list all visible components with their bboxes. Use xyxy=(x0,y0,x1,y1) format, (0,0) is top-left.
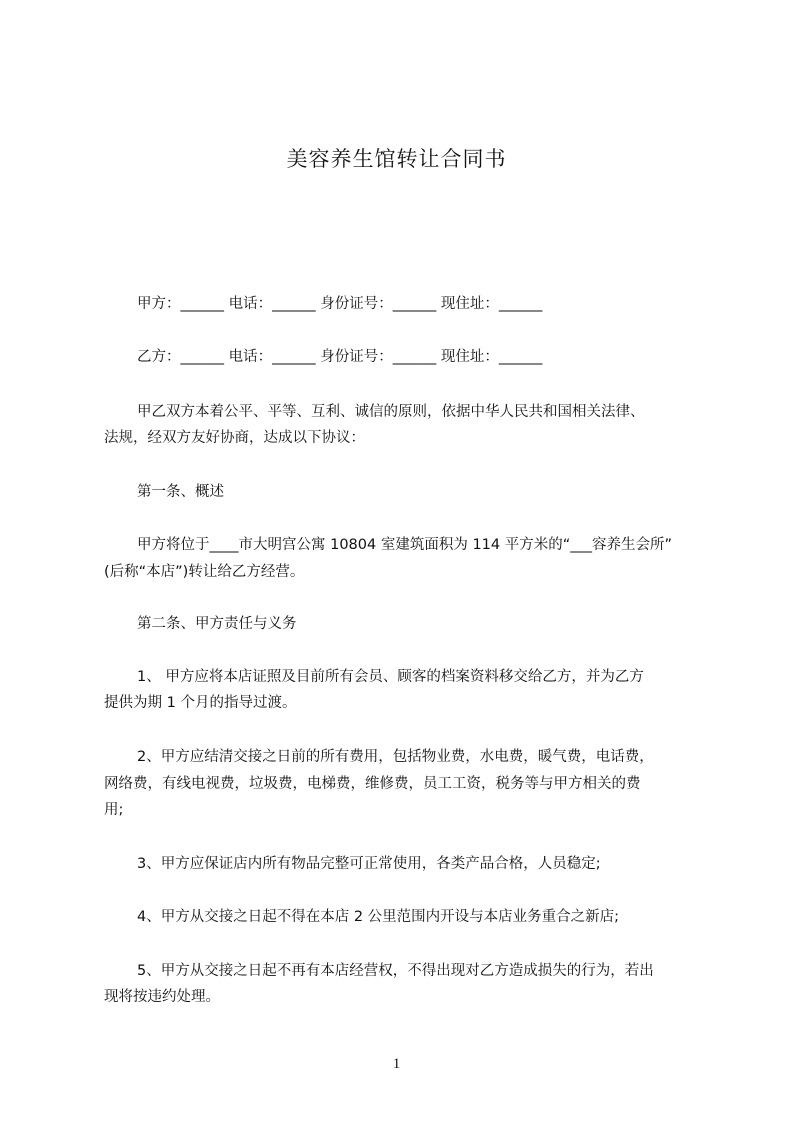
item4-line: 4、甲方从交接之日起不得在本店 2 公里范围内开设与本店业务重合之新店; xyxy=(137,909,620,925)
article2-heading: 第二条、甲方责任与义务 xyxy=(137,616,297,632)
document-title: 美容养生馆转让合同书 xyxy=(286,147,507,171)
item1-line-1: 1、 甲方应将本店证照及目前所有会员、顾客的档案资料移交给乙方，并为乙方 xyxy=(137,669,644,685)
intro-line-2: 法规，经双方友好协商，达成以下协议： xyxy=(104,430,365,446)
item5-line-2: 现将按违约处理。 xyxy=(104,989,220,1005)
party-a-line: 甲方：______ 电话：______ 身份证号：______ 现住址：______ xyxy=(137,296,543,312)
item3-line: 3、甲方应保证店内所有物品完整可正常使用，各类产品合格，人员稳定; xyxy=(137,856,601,872)
page-number: 1 xyxy=(392,1056,401,1072)
article1-heading: 第一条、概述 xyxy=(137,484,224,500)
item2-line-1: 2、甲方应结清交接之日前的所有费用，包括物业费，水电费，暖气费，电话费， xyxy=(137,749,654,765)
item1-line-2: 提供为期 1 个月的指导过渡。 xyxy=(104,695,297,711)
item2-line-3: 用; xyxy=(104,802,124,818)
item2-line-2: 网络费，有线电视费，垃圾费，电梯费，维修费，员工工资，税务等与甲方相关的费 xyxy=(104,776,641,792)
item5-line-1: 5、甲方从交接之日起不再有本店经营权，不得出现对乙方造成损失的行为，若出 xyxy=(137,963,654,979)
article1-line-2: (后称“本店”)转让给乙方经营。 xyxy=(104,564,305,580)
party-b-line: 乙方：______ 电话：______ 身份证号：______ 现住址：______ xyxy=(137,349,543,365)
intro-line-1: 甲乙双方本着公平、平等、互利、诚信的原则，依据中华人民共和国相关法律、 xyxy=(137,404,645,420)
article1-line-1: 甲方将位于____市大明宫公寓 10804 室建筑面积为 114 平方米的“___容养生会所” xyxy=(137,537,673,553)
